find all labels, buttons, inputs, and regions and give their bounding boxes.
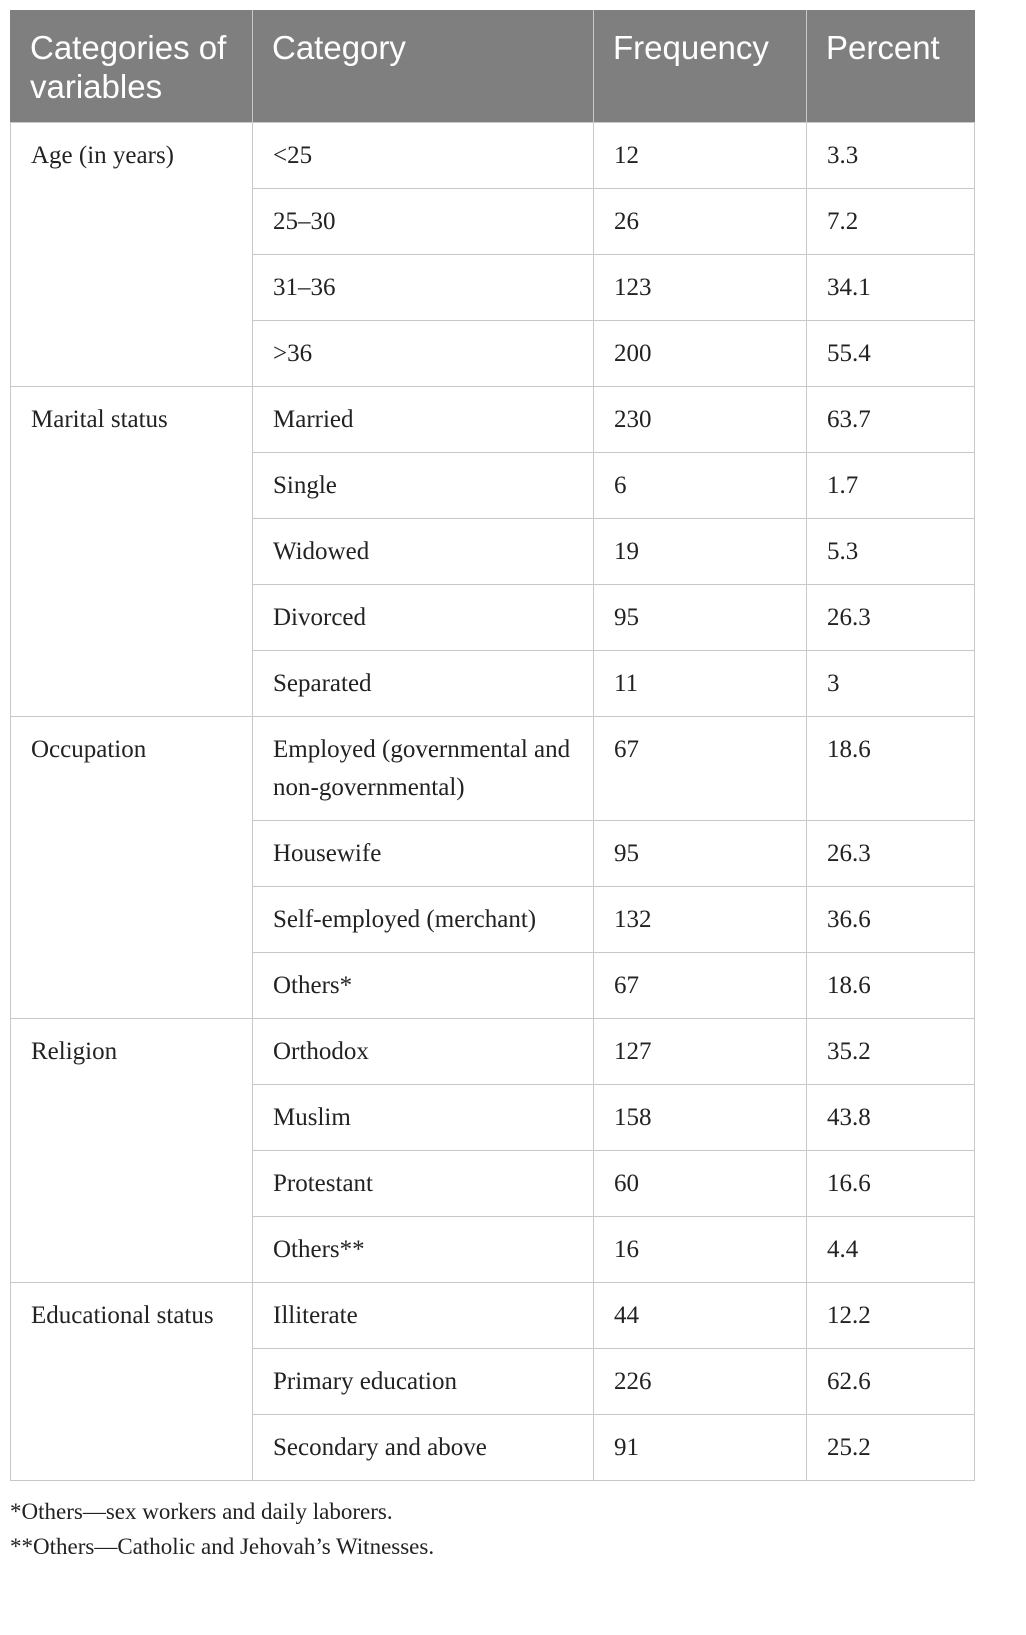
percent-cell: 1.7 [807,453,975,519]
frequency-cell: 12 [594,123,807,189]
category-cell: >36 [253,321,594,387]
frequency-cell: 91 [594,1415,807,1481]
header-category: Category [253,11,594,123]
category-cell: Muslim [253,1085,594,1151]
frequency-cell: 123 [594,255,807,321]
footnote-others-religion: **Others—Catholic and Jehovah’s Witnesses. [10,1534,435,1559]
category-cell: Protestant [253,1151,594,1217]
frequency-cell: 95 [594,585,807,651]
category-cell: Employed (governmental and non-governmental) [253,717,594,821]
percent-cell: 26.3 [807,585,975,651]
percent-cell: 26.3 [807,821,975,887]
header-row [11,11,975,123]
data-table-container [10,10,974,1481]
percent-cell: 55.4 [807,321,975,387]
frequency-cell: 230 [594,387,807,453]
frequency-cell: 132 [594,887,807,953]
header-percent: Percent [807,11,975,123]
frequency-cell: 44 [594,1283,807,1349]
percent-cell: 3 [807,651,975,717]
category-cell: Housewife [253,821,594,887]
frequency-cell: 11 [594,651,807,717]
table-row [11,123,975,189]
percent-cell: 16.6 [807,1151,975,1217]
table-row [11,387,975,453]
percent-cell: 18.6 [807,953,975,1019]
frequency-cell: 95 [594,821,807,887]
frequency-cell: 67 [594,717,807,821]
category-cell: Widowed [253,519,594,585]
category-cell: Orthodox [253,1019,594,1085]
category-cell: 31–36 [253,255,594,321]
group-label-religion: Religion [11,1019,253,1283]
group-label-marital-status: Marital status [11,387,253,717]
category-cell: <25 [253,123,594,189]
group-label-age: Age (in years) [11,123,253,387]
frequency-cell: 26 [594,189,807,255]
demographics-table [10,10,975,1481]
frequency-cell: 60 [594,1151,807,1217]
percent-cell: 43.8 [807,1085,975,1151]
percent-cell: 35.2 [807,1019,975,1085]
frequency-cell: 127 [594,1019,807,1085]
table-row [11,717,975,821]
table-row [11,1019,975,1085]
header-categories-of-variables: Categories of variables [11,11,253,123]
category-cell: Illiterate [253,1283,594,1349]
category-cell: Married [253,387,594,453]
footnote-others-occupation: *Others—sex workers and daily laborers. [10,1499,393,1524]
category-cell: 25–30 [253,189,594,255]
table-header [11,11,975,123]
frequency-cell: 19 [594,519,807,585]
table-body [11,123,975,1481]
category-cell: Self-employed (merchant) [253,887,594,953]
category-cell: Primary education [253,1349,594,1415]
percent-cell: 25.2 [807,1415,975,1481]
frequency-cell: 226 [594,1349,807,1415]
frequency-cell: 6 [594,453,807,519]
category-cell: Divorced [253,585,594,651]
percent-cell: 18.6 [807,717,975,821]
header-frequency: Frequency [594,11,807,123]
frequency-cell: 158 [594,1085,807,1151]
category-cell: Secondary and above [253,1415,594,1481]
frequency-cell: 67 [594,953,807,1019]
category-cell: Others** [253,1217,594,1283]
table-row [11,1283,975,1349]
percent-cell: 7.2 [807,189,975,255]
percent-cell: 5.3 [807,519,975,585]
percent-cell: 4.4 [807,1217,975,1283]
category-cell: Separated [253,651,594,717]
table-footnotes [10,1494,434,1564]
percent-cell: 12.2 [807,1283,975,1349]
percent-cell: 63.7 [807,387,975,453]
percent-cell: 36.6 [807,887,975,953]
category-cell: Single [253,453,594,519]
percent-cell: 34.1 [807,255,975,321]
frequency-cell: 16 [594,1217,807,1283]
percent-cell: 3.3 [807,123,975,189]
group-label-educational-status: Educational status [11,1283,253,1481]
category-cell: Others* [253,953,594,1019]
percent-cell: 62.6 [807,1349,975,1415]
group-label-occupation: Occupation [11,717,253,1019]
frequency-cell: 200 [594,321,807,387]
